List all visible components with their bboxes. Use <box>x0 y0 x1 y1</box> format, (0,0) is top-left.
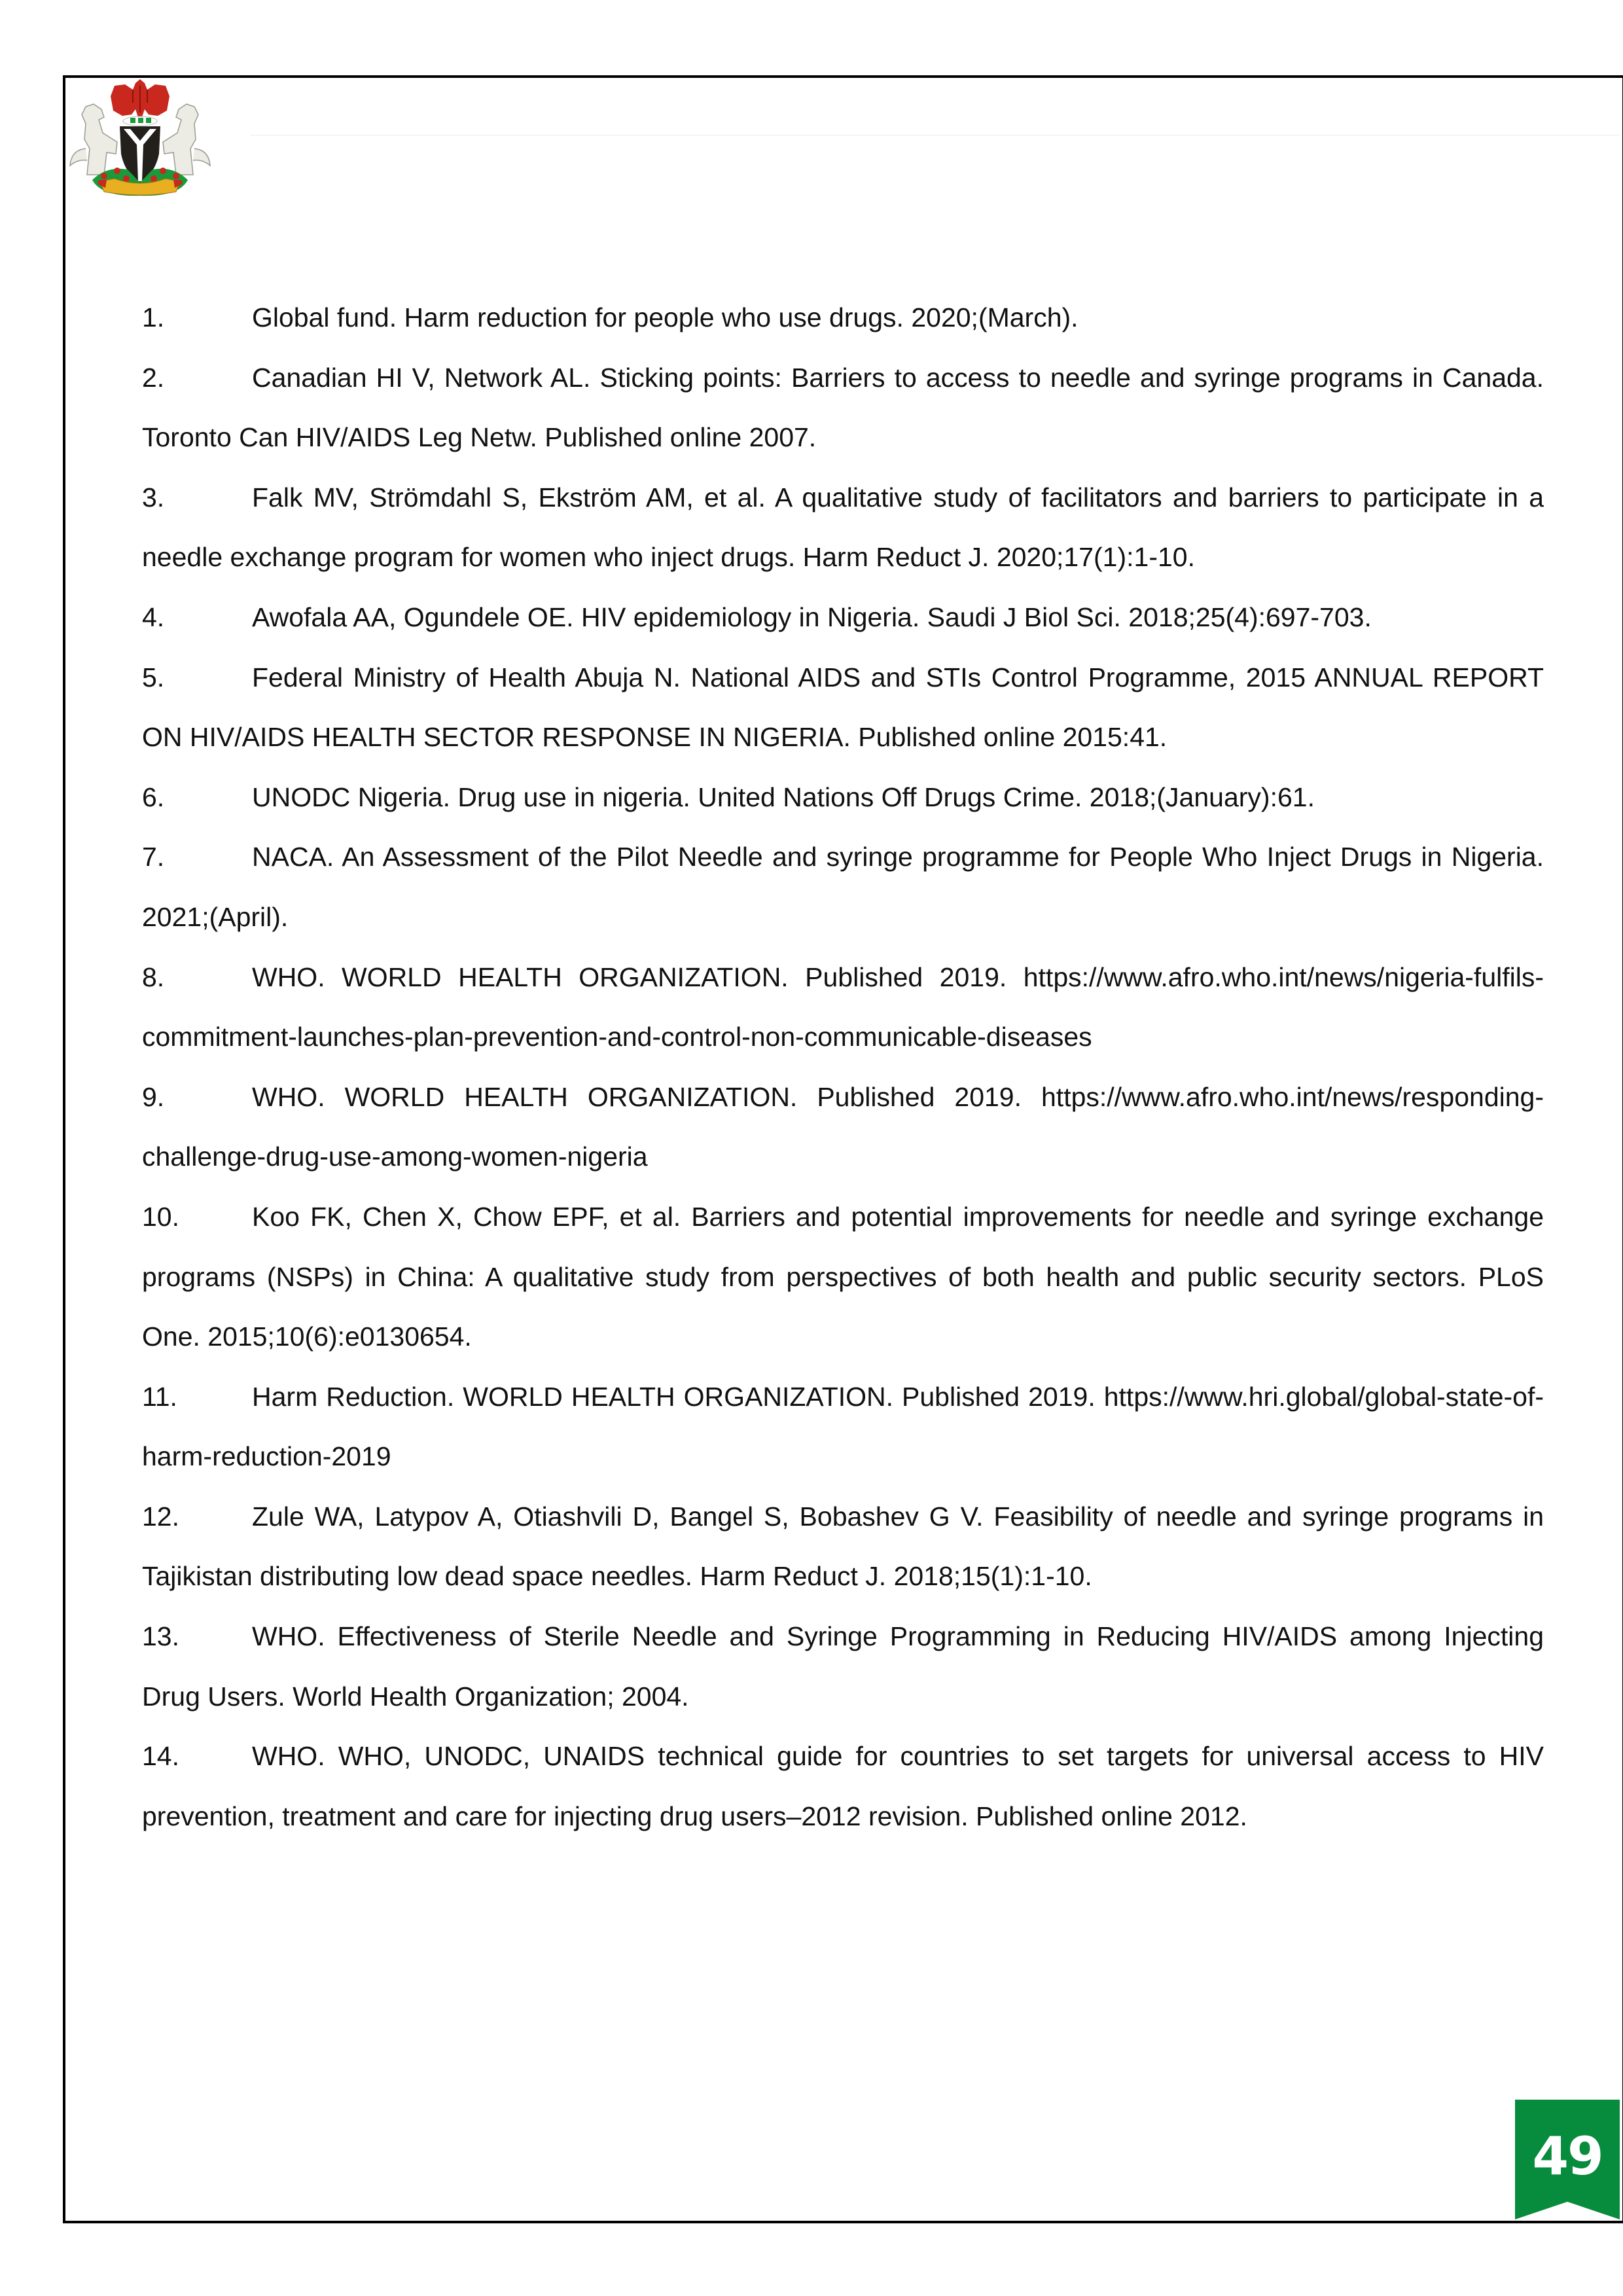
reference-text: WHO. WHO, UNODC, UNAIDS technical guide for countries to set targets for universal access to HIV prevention, treatment and care for injecting drug users–2012 revision. Published online 2012. <box>142 1741 1544 1831</box>
horse-left-icon <box>70 104 117 175</box>
reference-number: 10. <box>142 1201 179 1232</box>
reference-text: UNODC Nigeria. Drug use in nigeria. United Nations Off Drugs Crime. 2018;(January):61. <box>252 781 1315 812</box>
reference-number: 12. <box>142 1501 179 1532</box>
reference-number: 5. <box>142 662 165 692</box>
reference-number: 13. <box>142 1621 179 1652</box>
horse-right-icon <box>163 104 210 175</box>
reference-number: 11. <box>142 1381 177 1412</box>
reference-text: Global fund. Harm reduction for people who use drugs. 2020;(March). <box>252 302 1079 332</box>
reference-item <box>142 468 1544 588</box>
reference-item <box>142 648 1544 768</box>
reference-number: 6. <box>142 781 165 812</box>
reference-item <box>142 1727 1544 1846</box>
page-number-badge <box>1515 2100 1620 2219</box>
page-number: 49 <box>1532 2126 1603 2187</box>
reference-list <box>142 288 1544 1846</box>
reference-item <box>142 1067 1544 1187</box>
reference-item <box>142 348 1544 468</box>
reference-text: Harm Reduction. WORLD HEALTH ORGANIZATION. Published 2019. https://www.hri.global/global-state-of-harm-reduction-2019 <box>142 1381 1544 1472</box>
reference-item <box>142 948 1544 1067</box>
reference-text: Federal Ministry of Health Abuja N. National AIDS and STIs Control Programme, 2015 ANNUAL REPORT ON HIV/AIDS HEALTH SECTOR RESPONSE IN NIGERIA. Published online 2015:41. <box>142 662 1544 753</box>
reference-number: 9. <box>142 1081 165 1112</box>
reference-number: 1. <box>142 302 165 332</box>
reference-text: WHO. Effectiveness of Sterile Needle and Syringe Programming in Reducing HIV/AIDS among Injecting Drug Users. World Health Organization; 2004. <box>142 1621 1544 1712</box>
reference-text: NACA. An Assessment of the Pilot Needle and syringe programme for People Who Inject Drugs in Nigeria. 2021;(April). <box>142 842 1544 932</box>
reference-item <box>142 1487 1544 1607</box>
reference-text: WHO. WORLD HEALTH ORGANIZATION. Published 2019. https://www.afro.who.int/news/nigeria-fulfils-commitment-launches-plan-prevention-and-control-non-communicable-diseases <box>142 961 1544 1052</box>
reference-number: 3. <box>142 482 165 512</box>
coat-of-arms-icon <box>67 77 213 197</box>
reference-item <box>142 827 1544 947</box>
reference-number: 8. <box>142 961 165 992</box>
reference-item <box>142 588 1544 648</box>
reference-text: Falk MV, Strömdahl S, Ekström AM, et al. A qualitative study of facilitators and barriers to participate in a needle exchange program for women who inject drugs. Harm Reduct J. 2020;17(1):1-10. <box>142 482 1544 573</box>
reference-text: Canadian HI V, Network AL. Sticking points: Barriers to access to needle and syringe programs in Canada. Toronto Can HIV/AIDS Leg Netw. Published online 2007. <box>142 362 1544 453</box>
reference-item <box>142 1187 1544 1367</box>
reference-number: 4. <box>142 601 165 632</box>
reference-item <box>142 288 1544 348</box>
reference-item <box>142 1367 1544 1487</box>
reference-text: Koo FK, Chen X, Chow EPF, et al. Barriers and potential improvements for needle and syringe exchange programs (NSPs) in China: A qualitative study from perspectives of both health and public security sectors. PLoS One. 2015;10(6):e0130654. <box>142 1201 1544 1352</box>
reference-text: WHO. WORLD HEALTH ORGANIZATION. Published 2019. https://www.afro.who.int/news/responding-challenge-drug-use-among-women-nigeria <box>142 1081 1544 1172</box>
reference-text: Awofala AA, Ogundele OE. HIV epidemiology in Nigeria. Saudi J Biol Sci. 2018;25(4):697-703. <box>252 601 1372 632</box>
eagle-icon <box>111 79 169 117</box>
reference-text: Zule WA, Latypov A, Otiashvili D, Bangel S, Bobashev G V. Feasibility of needle and syringe programs in Tajikistan distributing low dead space needles. Harm Reduct J. 2018;15(1):1-10. <box>142 1501 1544 1592</box>
reference-number: 7. <box>142 842 165 872</box>
reference-item <box>142 1607 1544 1727</box>
reference-number: 2. <box>142 362 165 393</box>
reference-item <box>142 768 1544 828</box>
reference-number: 14. <box>142 1741 179 1772</box>
